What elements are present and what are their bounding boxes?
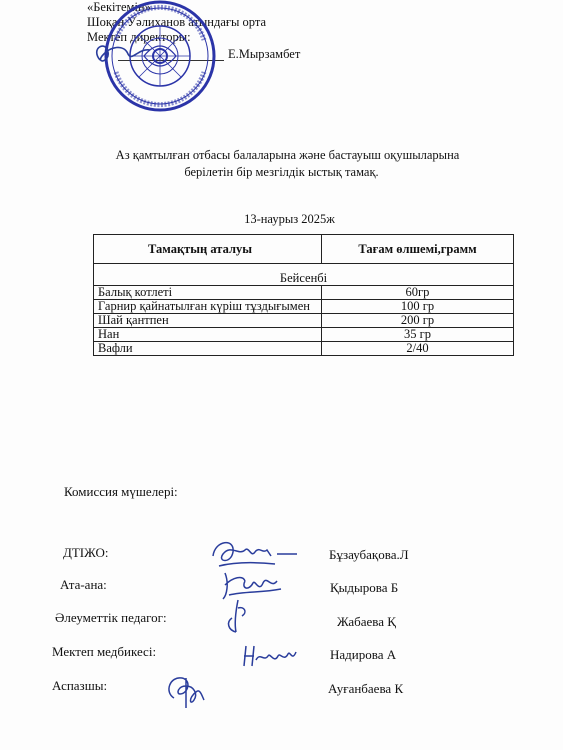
signature-icon: [158, 668, 208, 710]
member-name: Надирова А: [330, 647, 397, 662]
document-title-line-1: Аз қамтылған отбасы балаларына және бастауыш оқушыларына: [115, 148, 460, 162]
member-role: Аспазшы:: [52, 678, 108, 693]
dish-amount: 60гр: [322, 286, 514, 300]
commission-heading: Комиссия мүшелері:: [64, 484, 178, 499]
table-row: [94, 328, 514, 342]
table-header-row: [94, 235, 514, 264]
table-day: Бейсенбі: [94, 272, 514, 286]
member-role: Мектеп медбикесі:: [52, 644, 157, 659]
header-dish-name: Тамақтың аталуы: [94, 235, 322, 264]
signature-icon: [218, 596, 258, 636]
member-name: Жабаева Қ: [337, 614, 396, 629]
dish-name: Гарнир қайнатылған күріш тұздығымен: [94, 300, 322, 314]
table-row: [94, 314, 514, 328]
dish-amount: 100 гр: [322, 300, 514, 314]
dish-amount: 2/40: [322, 342, 514, 356]
menu-table: [93, 234, 514, 356]
document-date: 13-наурыз 2025ж: [244, 212, 335, 226]
header-portion-size: Тағам өлшемі,грамм: [322, 235, 514, 264]
member-name: Ауғанбаева К: [328, 681, 404, 696]
member-role: ДТІЖО:: [63, 545, 109, 560]
director-signature-icon: [88, 38, 158, 68]
approval-line-1: «Бекітемін»: [87, 0, 151, 14]
table-row: [94, 300, 514, 314]
dish-amount: 200 гр: [322, 314, 514, 328]
document-title-line-2: берілетін бір мезгілдік ыстық тамақ.: [184, 165, 379, 179]
director-name: Е.Мырзамбет: [228, 47, 301, 61]
dish-name: Балық котлеті: [94, 286, 322, 300]
dish-name: Нан: [94, 328, 322, 342]
member-name: Қыдырова Б: [330, 580, 399, 595]
dish-name: Вафли: [94, 342, 322, 356]
approval-line-2: Шоқан Уәлиханов атындағы орта: [87, 15, 267, 29]
signature-icon: [240, 640, 300, 670]
member-role: Ата-ана:: [60, 577, 107, 592]
dish-name: Шай қантпен: [94, 314, 322, 328]
member-name: Бұзаубақова.Л: [329, 547, 409, 562]
approval-line-3: Мектеп директоры:: [87, 30, 191, 44]
table-row: [94, 286, 514, 300]
table-row: [94, 342, 514, 356]
member-role: Әлеуметтік педагог:: [55, 610, 167, 625]
dish-amount: 35 гр: [322, 328, 514, 342]
